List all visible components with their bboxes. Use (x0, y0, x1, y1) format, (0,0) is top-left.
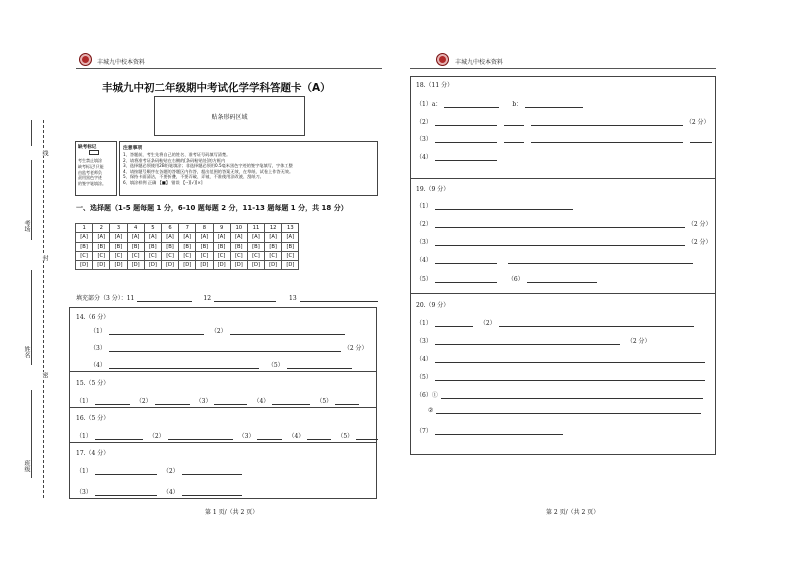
choice-answer-table (75, 223, 299, 270)
q18-p2-blank1[interactable] (435, 119, 497, 126)
q19-p6-label: （6） (507, 276, 524, 283)
notes-item-6: 6、填涂样例 正确 【■】 错误 【--][√][×] (123, 179, 203, 185)
q20-p2-blank[interactable] (499, 320, 694, 327)
q15-row (76, 396, 359, 405)
q19-p5-label: （5） (416, 276, 432, 283)
binding-line (43, 120, 44, 498)
page1-footer: 第 1 页/（共 2 页） (205, 509, 259, 516)
q18-p3-blank4[interactable] (690, 136, 712, 143)
q15-p1-blank[interactable] (95, 398, 130, 405)
choice-bubble[interactable]: [D] (230, 261, 247, 270)
q14-title: 14.（6 分） (76, 314, 110, 321)
q18-p2-blank3[interactable] (531, 119, 683, 126)
choice-bubble[interactable]: [B] (127, 242, 144, 251)
q14-p3-label: （3） (90, 345, 106, 352)
q17-p2-blank[interactable] (182, 468, 242, 475)
q18-p4-blank[interactable] (435, 154, 497, 161)
notes-item-5: 5、保持卡面清洁，不要折叠，不要弄破、弄皱，不准使用涂改液、刮纸刀。 (123, 174, 264, 180)
q19-p1-label: （1） (416, 203, 432, 210)
choice-bubble[interactable]: [B] (196, 242, 213, 251)
q17-title: 17.（4 分） (76, 450, 110, 457)
q20-p7-blank[interactable] (435, 428, 563, 435)
choice-bubble[interactable]: [C] (265, 251, 282, 260)
margin-rule-top (31, 120, 32, 146)
choice-number-cell: 8 (196, 224, 213, 233)
notes-item-3: 3、选择题必须使用2B铅笔填涂；非选择题必须用0.5毫米黑色字迹的签字笔填写，字体工整 (123, 163, 293, 169)
q19-p4-label: （4） (416, 257, 432, 264)
choice-bubble[interactable]: [A] (76, 233, 93, 242)
q20-p2-label: （2） (479, 320, 496, 327)
margin-rule-class (31, 390, 32, 478)
q17-p1-blank[interactable] (95, 468, 157, 475)
q18-title: 18.（11 分） (416, 82, 454, 89)
choice-number-cell: 4 (127, 224, 144, 233)
choice-bubble[interactable]: [C] (93, 251, 110, 260)
q16-p5-blank[interactable] (356, 433, 378, 440)
q19-p1-blank[interactable] (435, 203, 573, 210)
choice-bubble[interactable]: [A] (127, 233, 144, 242)
choice-bubble[interactable]: [C] (76, 251, 93, 260)
q14-p3-blank[interactable] (109, 345, 341, 352)
choice-bubble[interactable]: [A] (247, 233, 264, 242)
q16-p2-label: （2） (148, 433, 165, 440)
choice-number-cell: 3 (110, 224, 127, 233)
q19-row5 (416, 274, 597, 283)
q19-p4-blank1[interactable] (435, 257, 497, 264)
choice-number-cell: 6 (161, 224, 178, 233)
choice-option-row (76, 251, 299, 260)
choice-bubble[interactable]: [A] (93, 233, 110, 242)
q20-p3-blank[interactable] (435, 338, 620, 345)
q20-p1-label: （1） (416, 320, 432, 327)
choice-number-cell: 11 (247, 224, 264, 233)
fill-q11-blank[interactable] (137, 295, 192, 302)
q18-row1 (416, 99, 583, 108)
q18-p1a-label: （1）a： (416, 101, 442, 108)
choice-bubble[interactable]: [D] (93, 261, 110, 270)
q20-row6 (428, 407, 701, 414)
q15-p3-label: （3） (195, 398, 212, 405)
q16-p3-label: （3） (238, 433, 255, 440)
barcode-label: 贴条形码区域 (211, 113, 248, 121)
q14-p2-label: （2） (210, 328, 227, 335)
choice-bubble[interactable]: [A] (196, 233, 213, 242)
q17-row1 (76, 466, 242, 475)
choice-bubble[interactable]: [A] (144, 233, 161, 242)
q18-p1a-blank[interactable] (444, 101, 499, 108)
choice-bubble[interactable]: [C] (144, 251, 161, 260)
choice-option-row (76, 261, 299, 270)
notes-item-2: 2、请将准考证条码粘贴在右侧的[条码粘贴处]的方框内 (123, 157, 226, 163)
q14-divider (69, 371, 377, 372)
q19-p2-score: （2 分） (687, 221, 712, 228)
fill-q13-label: 13 (289, 295, 297, 302)
header-school-label-right: 丰城九中校本资料 (455, 59, 504, 66)
q16-p1-blank[interactable] (95, 433, 143, 440)
q18-row3 (416, 134, 712, 143)
notes-box (119, 141, 378, 196)
choice-option-row (76, 233, 299, 242)
choice-bubble[interactable]: [D] (179, 261, 196, 270)
choice-number-cell: 13 (282, 224, 299, 233)
notes-item-4: 4、请按题号顺序在各题的答题区内作答，超出范围的答案无效，在草纸、试卷上作答无效。 (123, 168, 294, 174)
q20-p6b-label: ② (428, 407, 434, 414)
q16-divider (69, 442, 377, 443)
q20-p5-blank[interactable] (435, 374, 705, 381)
q14-p5-label: （5） (267, 362, 284, 369)
choice-bubble[interactable]: [B] (213, 242, 230, 251)
q16-p5-label: （5） (337, 433, 354, 440)
q19-row3 (416, 237, 712, 246)
q20-p3-score: （2 分） (626, 338, 651, 345)
q20-row2 (416, 336, 651, 345)
q15-p5-label: （5） (316, 398, 333, 405)
margin-exam-no-label: 考场 (23, 220, 30, 232)
q17-p2-label: （2） (162, 468, 179, 475)
q17-p3-label: （3） (76, 489, 92, 496)
q15-p2-label: （2） (135, 398, 152, 405)
q17-p3-blank[interactable] (95, 489, 157, 496)
choice-bubble[interactable]: [B] (247, 242, 264, 251)
q16-p1-label: （1） (76, 433, 92, 440)
q20-p6b-blank[interactable] (436, 407, 701, 414)
q16-p4-label: （4） (288, 433, 305, 440)
choice-bubble[interactable]: [A] (179, 233, 196, 242)
school-seal-left (79, 53, 92, 66)
notes-title: 注意事项 (123, 146, 143, 151)
q14-p3-score: （2 分） (343, 345, 368, 352)
choice-bubble[interactable]: [C] (196, 251, 213, 260)
q15-p5-blank[interactable] (335, 398, 359, 405)
choice-number-cell: 2 (93, 224, 110, 233)
q16-p3-blank[interactable] (257, 433, 282, 440)
header-school-label-left: 丰城九中校本资料 (97, 59, 146, 66)
choice-option-row (76, 242, 299, 251)
fill-q13-blank[interactable] (300, 295, 378, 302)
q20-p4-label: （4） (416, 356, 432, 363)
choice-number-cell: 5 (144, 224, 161, 233)
choice-bubble[interactable]: [C] (127, 251, 144, 260)
choice-bubble[interactable]: [D] (265, 261, 282, 270)
q16-row (76, 431, 378, 440)
q15-p4-label: （4） (253, 398, 270, 405)
q16-p4-blank[interactable] (307, 433, 331, 440)
q20-row7 (416, 426, 563, 435)
q19-p3-score: （2 分） (687, 239, 712, 246)
choice-bubble[interactable]: [D] (247, 261, 264, 270)
q17-p1-label: （1） (76, 468, 92, 475)
q15-title: 15.（5 分） (76, 380, 110, 387)
q14-p4-label: （4） (90, 362, 106, 369)
q19-row2 (416, 219, 712, 228)
choice-bubble[interactable]: [C] (179, 251, 196, 260)
choice-bubble[interactable]: [C] (282, 251, 299, 260)
choice-bubble[interactable]: [D] (110, 261, 127, 270)
q18-p3-blank1[interactable] (435, 136, 497, 143)
q20-p3-label: （3） (416, 338, 432, 345)
fill-q12-blank[interactable] (214, 295, 276, 302)
choice-number-cell: 12 (265, 224, 282, 233)
q19-p6-blank[interactable] (527, 276, 597, 283)
q18-divider (410, 178, 716, 179)
choice-bubble[interactable]: [A] (110, 233, 127, 242)
margin-rule-exam (31, 160, 32, 240)
page-title: 丰城九中初二年级期中考试化学学科答题卡（A） (102, 82, 331, 94)
q18-p3-label: （3） (416, 136, 432, 143)
q14-p5-blank[interactable] (287, 362, 352, 369)
choice-number-cell: 7 (179, 224, 196, 233)
q15-p2-blank[interactable] (155, 398, 190, 405)
q15-p4-blank[interactable] (272, 398, 310, 405)
q20-p7-label: （7） (416, 428, 432, 435)
q14-row3 (90, 360, 352, 369)
q19-p2-label: （2） (416, 221, 432, 228)
fill-section-row (76, 293, 378, 302)
q20-p5-label: （5） (416, 374, 432, 381)
choice-bubble[interactable]: [D] (76, 261, 93, 270)
q14-row1 (90, 326, 345, 335)
absent-mark-text-4: 责用黑色字迹 (78, 175, 102, 181)
fill-q12-label: 12 (203, 295, 212, 302)
q20-title: 20.（9 分） (416, 302, 450, 309)
choice-bubble[interactable]: [A] (282, 233, 299, 242)
margin-name-label: 姓名 (23, 346, 30, 358)
q18-row4 (416, 152, 497, 161)
q20-row3 (416, 354, 705, 363)
choice-bubble[interactable]: [C] (230, 251, 247, 260)
header-divider-left (76, 68, 382, 69)
q18-row2 (416, 117, 710, 126)
q19-p5-blank[interactable] (435, 276, 497, 283)
choice-bubble[interactable]: [A] (230, 233, 247, 242)
absent-mark-text-2: 缺考标记!只能 (78, 163, 104, 169)
choice-bubble[interactable]: [D] (282, 261, 299, 270)
choice-bubble[interactable]: [C] (161, 251, 178, 260)
choice-bubble[interactable]: [C] (247, 251, 264, 260)
q15-divider (69, 407, 377, 408)
q16-title: 16.（5 分） (76, 415, 110, 422)
choice-bubble[interactable]: [B] (76, 242, 93, 251)
choice-bubble[interactable]: [B] (230, 242, 247, 251)
q18-p3-blank2[interactable] (504, 136, 524, 143)
school-seal-right (436, 53, 449, 66)
q19-p2-blank[interactable] (435, 221, 685, 228)
choice-bubble[interactable]: [C] (110, 251, 127, 260)
margin-rule-name (31, 270, 32, 365)
absent-mark-text-5: 的签字笔填涂。 (78, 181, 106, 187)
choice-bubble[interactable]: [A] (213, 233, 230, 242)
q18-p1b-blank[interactable] (525, 101, 583, 108)
absent-mark-checkbox[interactable] (89, 150, 99, 155)
absent-mark-title: 缺考标记 (78, 145, 97, 150)
absent-mark-text-1: 考生禁止填涂 (78, 158, 102, 163)
q14-p4-blank[interactable] (109, 362, 259, 369)
q19-row1 (416, 201, 573, 210)
choice-bubble[interactable]: [B] (93, 242, 110, 251)
choice-bubble[interactable]: [D] (127, 261, 144, 270)
q19-divider (410, 293, 716, 294)
choice-bubble[interactable]: [C] (213, 251, 230, 260)
q18-p4-label: （4） (416, 154, 432, 161)
q20-p6a-label: （6）① (416, 392, 438, 399)
choice-bubble[interactable]: [D] (213, 261, 230, 270)
choice-number-cell: 1 (76, 224, 93, 233)
q14-p1-label: （1） (90, 328, 106, 335)
q19-title: 19.（9 分） (416, 186, 450, 193)
choice-bubble[interactable]: [B] (265, 242, 282, 251)
margin-seal-char-1: 线 (41, 150, 48, 156)
q14-p1-blank[interactable] (109, 328, 204, 335)
q18-p2-score: （2 分） (685, 119, 710, 126)
q20-p4-blank[interactable] (435, 356, 705, 363)
q20-row1 (416, 318, 694, 327)
margin-seal-char-2: 封 (41, 255, 48, 261)
q14-p2-blank[interactable] (230, 328, 345, 335)
choice-bubble[interactable]: [B] (110, 242, 127, 251)
page2-footer: 第 2 页/（共 2 页） (546, 509, 600, 516)
absent-mark-text-3: 由监考老师负 (78, 169, 102, 175)
choice-bubble[interactable]: [A] (161, 233, 178, 242)
choice-bubble[interactable]: [B] (282, 242, 299, 251)
section1-title: 一、选择题（1-5 题每题 1 分，6-10 题每题 2 分，11-13 题每题 1 分，共 18 分） (76, 204, 348, 212)
margin-seal-char-3: 密 (41, 372, 48, 378)
barcode-area (154, 96, 305, 136)
q20-row4 (416, 372, 705, 381)
q17-row2 (76, 487, 242, 496)
absent-mark-box (75, 141, 117, 196)
q16-p2-blank[interactable] (168, 433, 233, 440)
margin-class-label: 班级 (23, 460, 30, 472)
fill-q11-label: 填充部分（3 分）：11 (76, 295, 135, 302)
q17-p4-label: （4） (162, 489, 179, 496)
choice-bubble[interactable]: [A] (265, 233, 282, 242)
choice-header-row (76, 224, 299, 233)
q15-p3-blank[interactable] (214, 398, 247, 405)
q19-p3-label: （3） (416, 239, 432, 246)
choice-bubble[interactable]: [D] (196, 261, 213, 270)
q18-p3-blank3[interactable] (531, 136, 683, 143)
q18-p2-blank2[interactable] (504, 119, 524, 126)
choice-bubble[interactable]: [B] (144, 242, 161, 251)
choice-bubble[interactable]: [D] (161, 261, 178, 270)
q18-p1b-label: b： (512, 101, 523, 108)
q14-row2 (90, 343, 368, 352)
header-divider-right (410, 68, 716, 69)
choice-number-cell: 10 (230, 224, 247, 233)
q20-p1-blank[interactable] (435, 320, 473, 327)
q18-p2-label: （2） (416, 119, 432, 126)
notes-item-1: 1、答题前，考生先将自己的姓名、准考证号码填写清楚。 (123, 152, 231, 157)
q15-p1-label: （1） (76, 398, 92, 405)
q17-p4-blank[interactable] (182, 489, 242, 496)
choice-bubble[interactable]: [B] (179, 242, 196, 251)
q20-row5 (416, 390, 703, 399)
choice-bubble[interactable]: [B] (161, 242, 178, 251)
q20-p6a-blank[interactable] (441, 392, 703, 399)
q19-p4-blank2[interactable] (508, 257, 693, 264)
choice-bubble[interactable]: [D] (144, 261, 161, 270)
q19-p3-blank[interactable] (435, 239, 685, 246)
q19-row4 (416, 255, 693, 264)
choice-number-cell: 9 (213, 224, 230, 233)
